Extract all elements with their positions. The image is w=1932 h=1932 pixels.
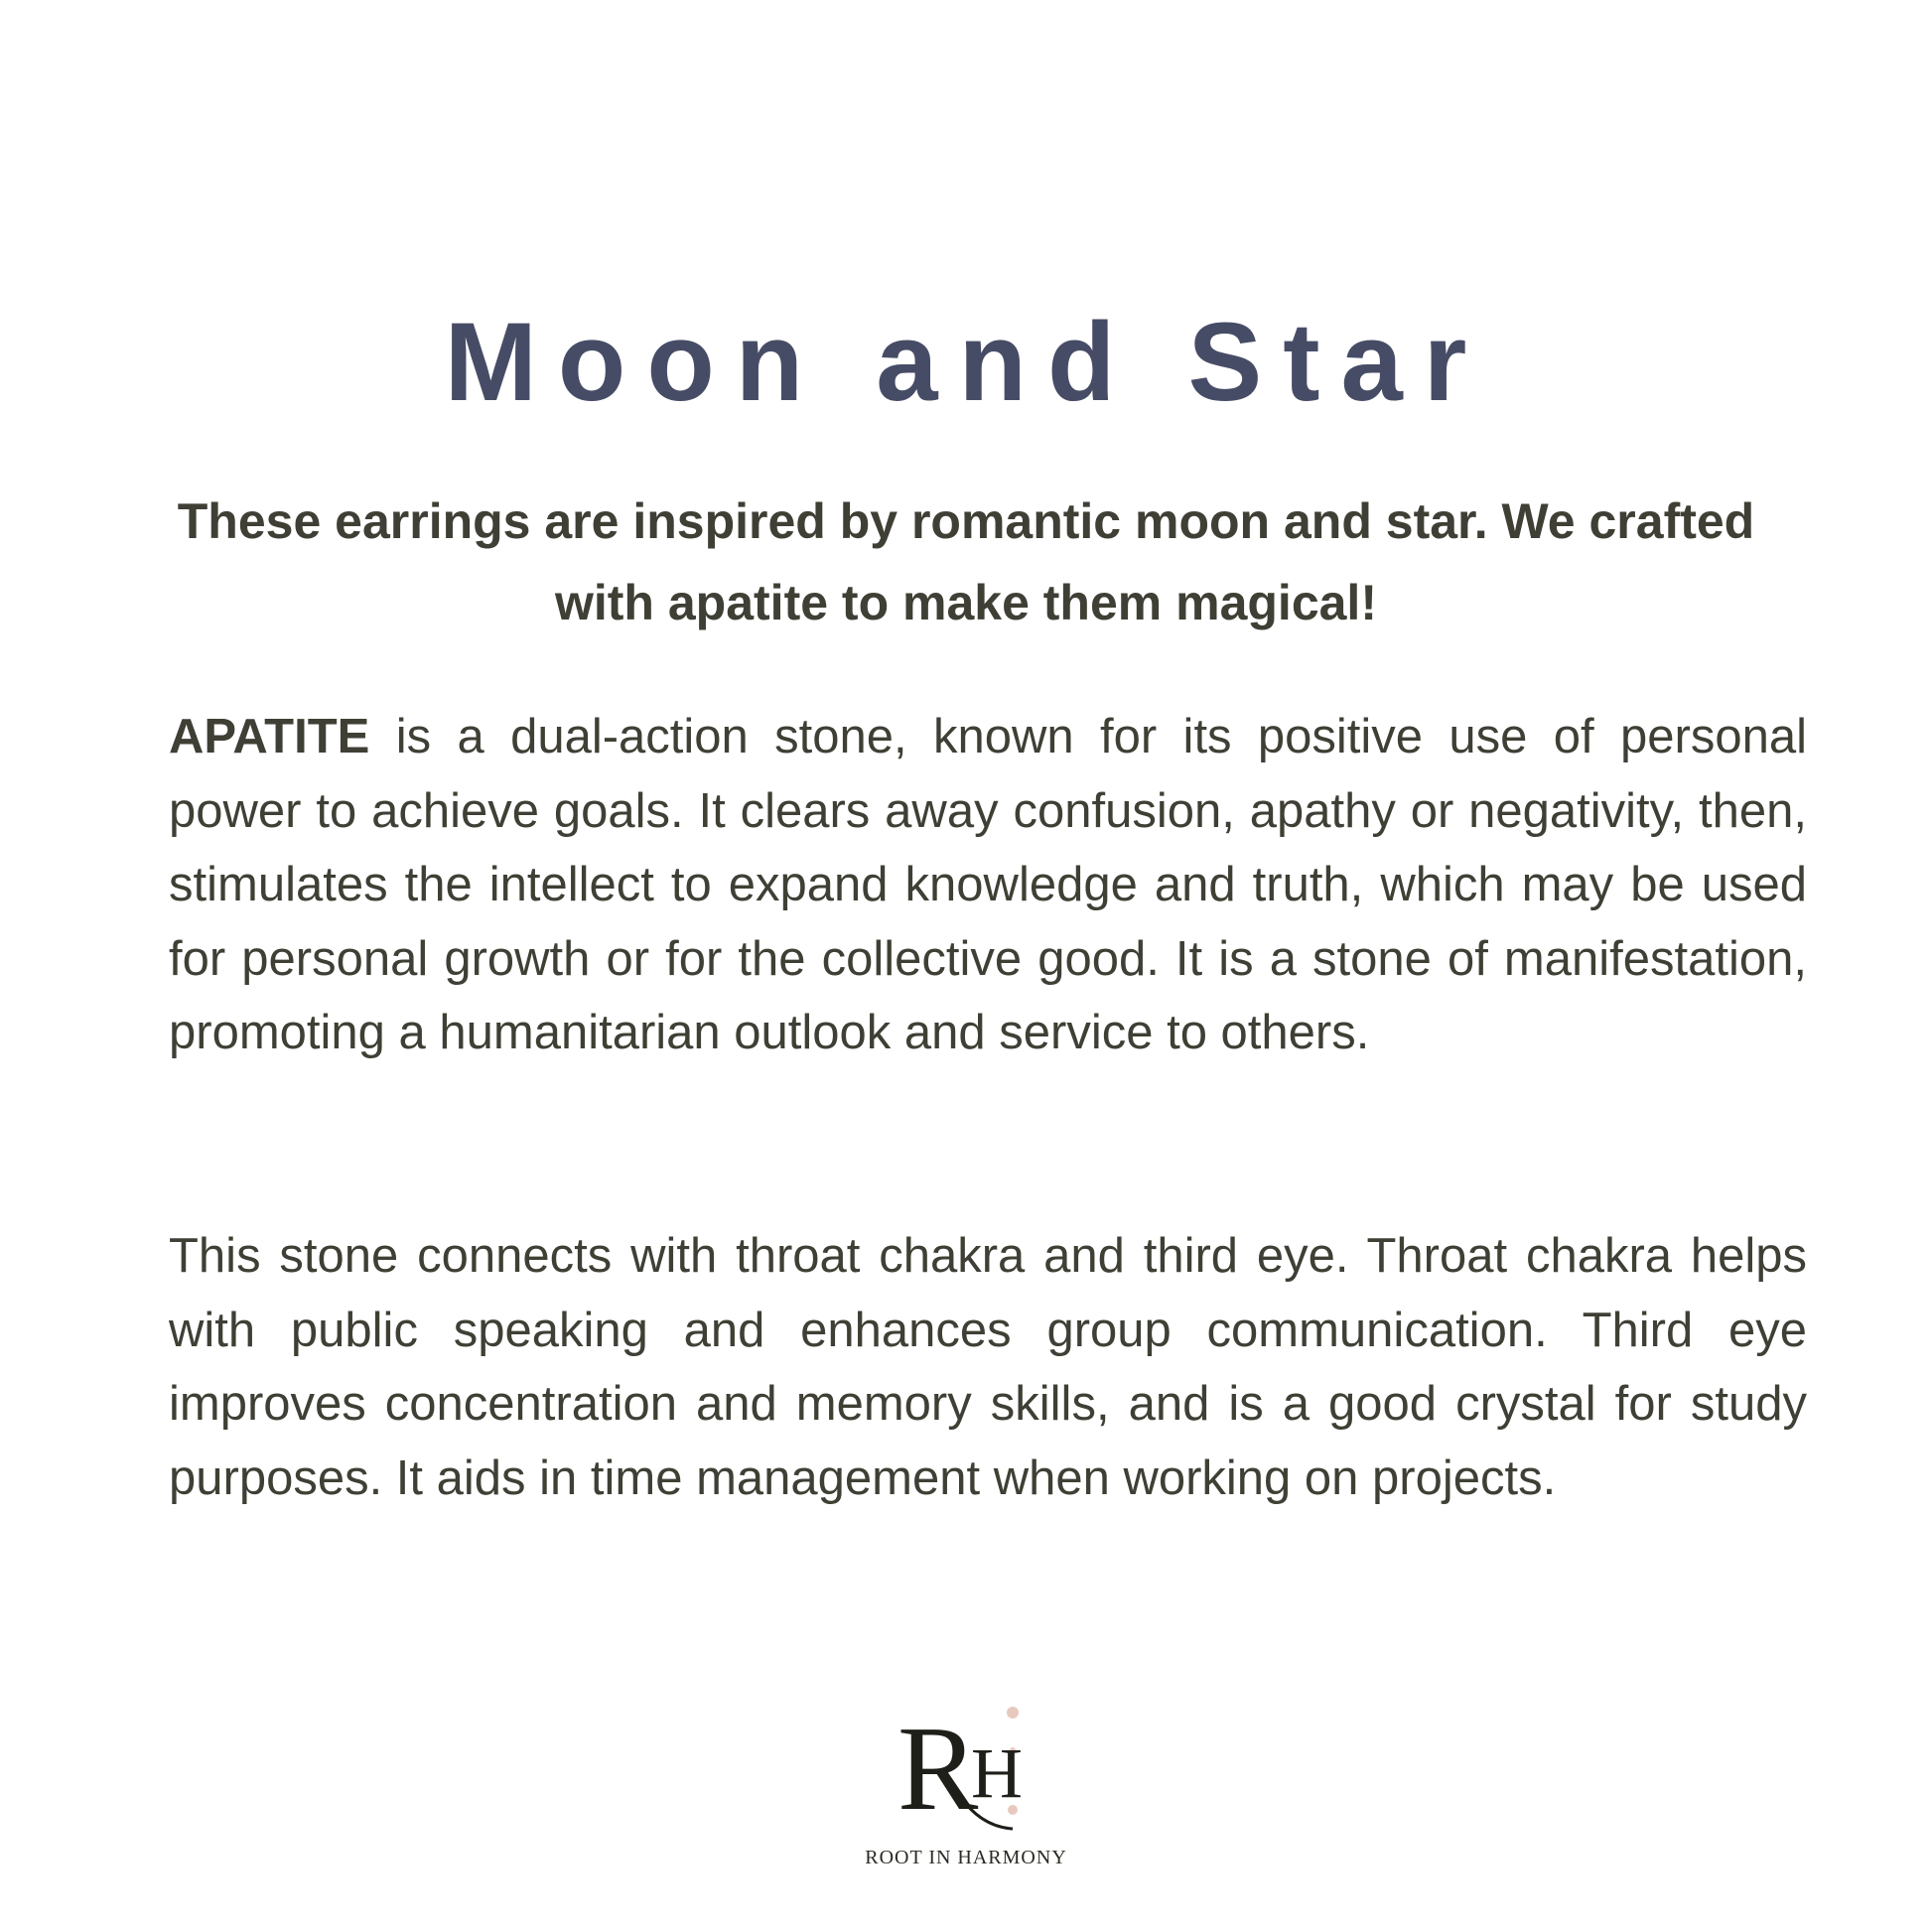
apatite-text: is a dual-action stone, known for its positive use of personal power to achieve goals. It clears away confusion, apathy or negativity, then, stimulates the intellect to expand knowledge and truth, which may be used for personal growth or for the collective good. It is a stone of manifestation, promoting a humanitarian outlook and service to others.: [169, 710, 1807, 1059]
logo-tagline: ROOT IN HARMONY: [865, 1847, 1067, 1868]
apatite-lead: APATITE: [169, 710, 370, 763]
chakra-paragraph: This stone connects with throat chakra and third eye. Throat chakra helps with public speaking and enhances group communication. Third eye improves concentration and memory skills, and is a good crystal for study purposes. It aids in time management when working on projects.: [169, 1229, 1807, 1505]
logo-monogram-h: H: [971, 1733, 1023, 1813]
apatite-paragraph: [169, 700, 1807, 1070]
subtitle: These earrings are inspired by romantic moon and star. We crafted with apatite to make them magical!: [177, 493, 1755, 630]
page-title: Moon and Star: [444, 300, 1488, 424]
logo-dot-top: [1007, 1707, 1019, 1719]
logo-monogram-r: R: [897, 1702, 979, 1836]
